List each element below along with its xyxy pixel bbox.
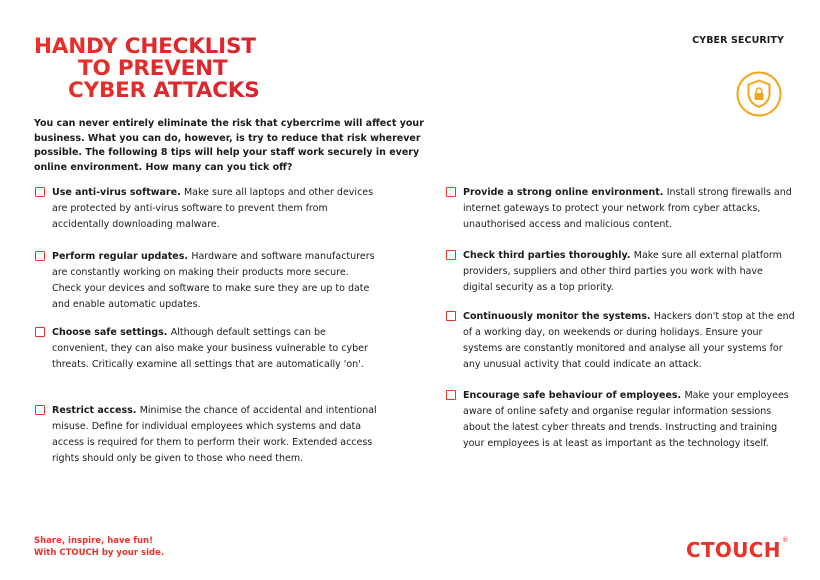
checklist-item-online-environment (445, 185, 795, 233)
checkbox[interactable] (35, 405, 45, 415)
item-text: Although default settings can be convenient, they can also make your business vulnerable to cyber threats. Critically examine all settings that are automatically 'on'. (52, 327, 368, 370)
checkbox[interactable] (446, 250, 456, 260)
checklist-item-restrict-access (34, 403, 379, 467)
checklist-item-updates (34, 249, 379, 313)
checkbox[interactable] (35, 251, 45, 261)
title-line-3: CYBER ATTACKS (68, 78, 260, 103)
page-title (34, 36, 260, 102)
checklist-item-safe-behaviour (445, 388, 795, 452)
brand-logo (686, 538, 789, 562)
item-heading: Restrict access. (52, 405, 140, 416)
checkbox[interactable] (446, 187, 456, 197)
registered-mark: ® (781, 536, 790, 544)
item-text: Hardware and software manufacturers are constantly working on making their products more secure. Check your devices and software to make sure they are up to date and enable automatic updates. (52, 251, 375, 310)
checklist-item-antivirus (34, 185, 379, 233)
item-text: Minimise the chance of accidental and intentional misuse. Define for individual employees which systems and data access is required for them to perform their work. Extended access rights should only be given to those who need them. (52, 405, 377, 464)
checkbox[interactable] (35, 187, 45, 197)
title-line-2: TO PREVENT (78, 56, 228, 81)
item-text: Hackers don't stop at the end of a working day, on weekends or during holidays. Ensure your systems are constantly monitored and analyse all your systems for any unusual activity that could indicate an attack. (463, 311, 795, 370)
item-heading: Choose safe settings. (52, 327, 171, 338)
checkbox[interactable] (35, 327, 45, 337)
item-heading: Encourage safe behaviour of employees. (463, 390, 685, 401)
category-label: CYBER SECURITY (692, 35, 784, 46)
item-text: Make your employees aware of online safety and organise regular information sessions about the latest cyber threats and trends. Instructing and training your employees is at least as important as the technology itself. (463, 390, 789, 449)
checkbox[interactable] (446, 311, 456, 321)
slogan-line-2: With CTOUCH by your side. (34, 548, 165, 558)
intro-paragraph: You can never entirely eliminate the risk that cybercrime will affect your business. What you can do, however, is try to reduce that risk wherever possible. The following 8 tips will help your staff work securely in every online environment. How many can you tick off? (34, 118, 424, 173)
checklist-item-safe-settings (34, 325, 379, 373)
item-heading: Check third parties thoroughly. (463, 250, 634, 261)
item-heading: Perform regular updates. (52, 251, 192, 262)
item-heading: Provide a strong online environment. (463, 187, 667, 198)
footer-slogan (34, 535, 164, 559)
item-heading: Use anti-virus software. (52, 187, 184, 198)
checkbox[interactable] (446, 390, 456, 400)
checklist-item-third-parties (445, 248, 795, 296)
title-line-1: HANDY CHECKLIST (34, 34, 256, 59)
item-text: Make sure all external platform providers, suppliers and other third parties you work with have digital security as a top priority. (463, 250, 782, 293)
checklist-item-monitor-systems (445, 309, 795, 373)
brand-name: CTOUCH (686, 538, 781, 562)
shield-lock-icon (735, 70, 783, 118)
item-heading: Continuously monitor the systems. (463, 311, 654, 322)
item-text: Install strong firewalls and internet gateways to protect your network from cyber attacks, unauthorised access and malicious content. (463, 187, 792, 230)
slogan-line-1: Share, inspire, have fun! (34, 536, 153, 546)
item-text: Make sure all laptops and other devices are protected by anti-virus software to prevent them from accidentally downloading malware. (52, 187, 374, 230)
